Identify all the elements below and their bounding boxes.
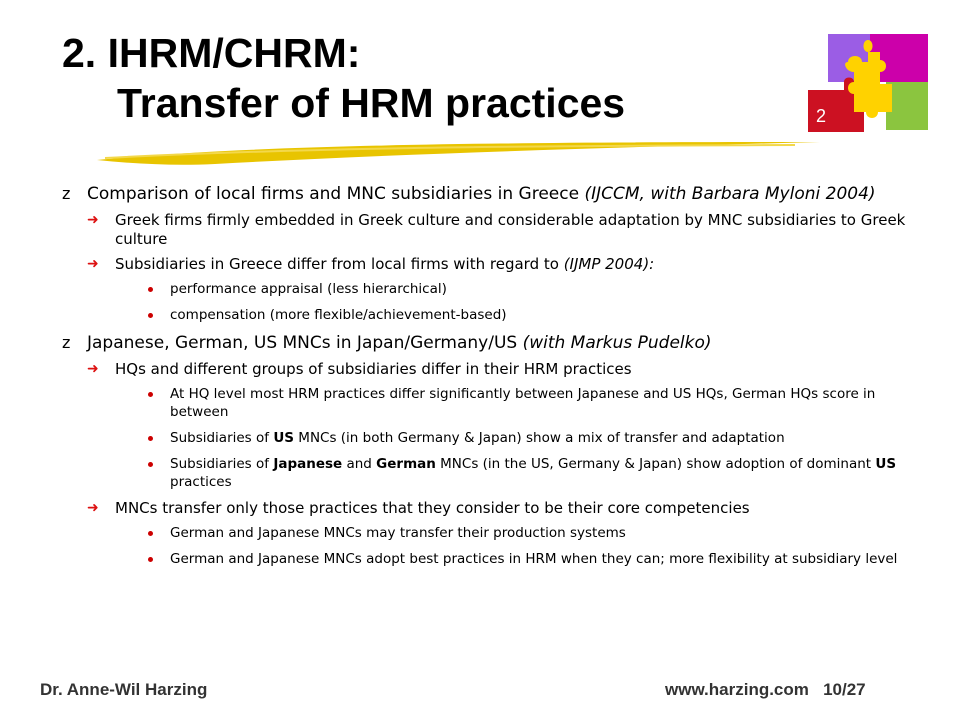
title-line-1: 2. IHRM/CHRM: [62, 30, 361, 76]
sub-bullet [62, 499, 932, 518]
title-line-2: Transfer of HRM practices [117, 80, 626, 126]
bullet-text: Comparison of local firms and MNC subsidiaries in Greece [87, 184, 585, 204]
list-item-emphasis: US [875, 456, 897, 472]
bullet-marker: z [62, 333, 71, 352]
sub-bullet-text: Subsidiaries in Greece differ from local firms with regard to [115, 255, 564, 273]
footer-right [665, 680, 866, 700]
bullet-text: Japanese, German, US MNCs in Japan/Germany/US [87, 333, 523, 353]
dot-icon [148, 531, 153, 536]
bullet-citation: (with Markus Pudelko) [522, 333, 712, 353]
slide-title [62, 28, 625, 128]
arrow-icon: ➜ [87, 500, 99, 516]
footer-website[interactable]: www.harzing.com [665, 680, 809, 699]
list-item-text: German and Japanese MNCs may transfer their production systems [170, 525, 626, 541]
dot-icon [148, 462, 153, 467]
list-item [62, 306, 932, 324]
page-number: 10/27 [823, 680, 866, 699]
sub-bullet-text: HQs and different groups of subsidiaries differ in their HRM practices [115, 360, 632, 378]
arrow-icon: ➜ [87, 212, 99, 228]
footer-author: Dr. Anne-Wil Harzing [40, 680, 208, 699]
dot-icon [148, 313, 153, 318]
list-item-text: At HQ level most HRM practices differ significantly between Japanese and US HQs, German HQs score in between [170, 386, 876, 420]
list-item-text: and [342, 456, 377, 472]
list-item-text: German and Japanese MNCs adopt best practices in HRM when they can; more flexibility at subsidiary level [170, 551, 898, 567]
bullet-mncs [62, 332, 932, 354]
logo-number: 2 [816, 106, 827, 126]
dot-icon [148, 436, 153, 441]
sub-bullet [62, 211, 932, 249]
list-item-text: Subsidiaries of [170, 456, 274, 472]
list-item-emphasis: US [273, 430, 294, 446]
list-item [62, 429, 932, 447]
bullet-greece [62, 183, 932, 205]
arrow-icon: ➜ [87, 361, 99, 377]
yellow-swoosh-underline [95, 138, 825, 168]
list-item [62, 385, 932, 421]
slide-content [62, 183, 932, 576]
sub-bullet [62, 360, 932, 379]
sub-bullet-text: MNCs transfer only those practices that they consider to be their core competencies [115, 499, 750, 517]
list-item-text: performance appraisal (less hierarchical) [170, 281, 447, 297]
list-item [62, 524, 932, 542]
sub-bullet-text: Greek firms firmly embedded in Greek culture and considerable adaptation by MNC subsidiaries to Greek culture [115, 211, 906, 248]
puzzle-logo [808, 32, 936, 137]
list-item-text: MNCs (in the US, Germany & Japan) show adoption of dominant [435, 456, 876, 472]
list-item-text: MNCs (in both Germany & Japan) show a mix of transfer and adaptation [294, 430, 785, 446]
arrow-icon: ➜ [87, 256, 99, 272]
dot-icon [148, 557, 153, 562]
list-item [62, 280, 932, 298]
sub-bullet-citation: (IJMP 2004): [563, 255, 655, 273]
dot-icon [148, 287, 153, 292]
bullet-marker: z [62, 184, 71, 203]
list-item-text: Subsidiaries of [170, 430, 274, 446]
list-item-text: practices [170, 474, 232, 490]
sub-bullet [62, 255, 932, 274]
bullet-citation: (IJCCM, with Barbara Myloni 2004) [584, 184, 876, 204]
dot-icon [148, 392, 153, 397]
list-item-emphasis: German [376, 456, 436, 472]
list-item-text: compensation (more flexible/achievement-based) [170, 307, 507, 323]
list-item [62, 550, 932, 568]
list-item [62, 455, 932, 491]
list-item-emphasis: Japanese [273, 456, 343, 472]
